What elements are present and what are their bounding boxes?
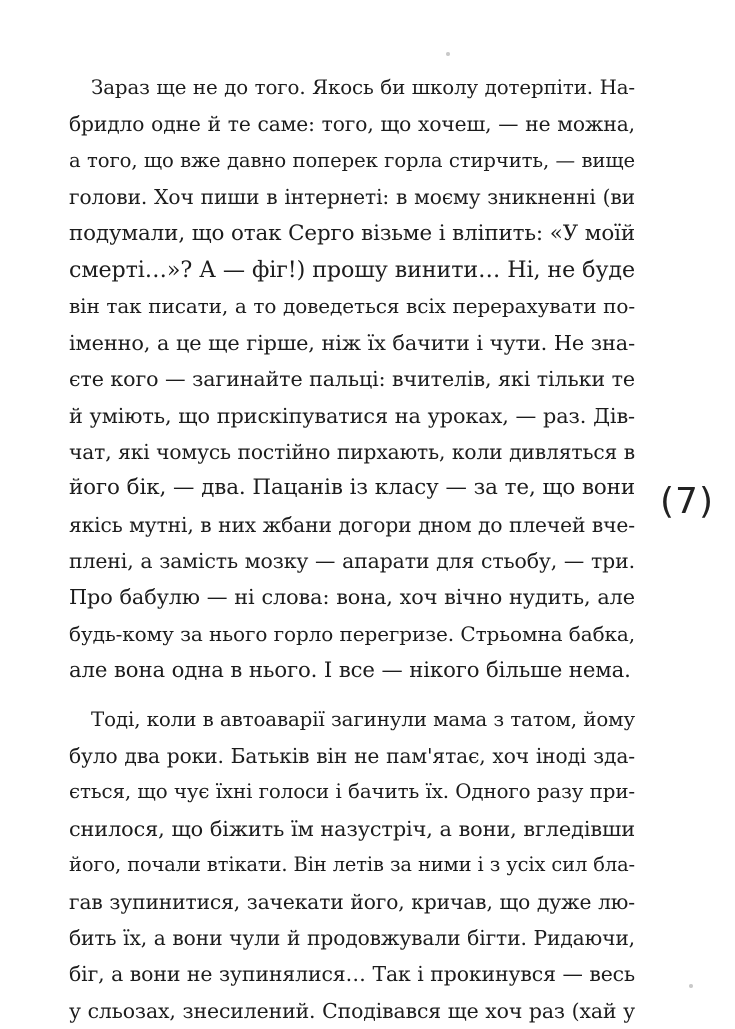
text-line: єте кого — загинайте пальці: вчителів, які тільки те <box>69 367 635 392</box>
text-line: Зараз ще не до того. Якось би школу дотерпіти. На- <box>91 76 635 99</box>
page-number: (7) <box>660 481 714 522</box>
text-line: ється, що чує їхні голоси і бачить їх. Одного разу при- <box>69 780 635 804</box>
text-line: й уміють, що прискіпуватися на уроках, — раз. Дів- <box>69 403 635 428</box>
paragraph-2 <box>69 702 635 1029</box>
text-line: іменно, а це ще гірше, ніж їх бачити і чути. Не зна- <box>69 330 635 355</box>
text-line: чат, які чомусь постійно пирхають, коли дивляться в <box>69 439 635 464</box>
text-line: гав зупинитися, зачекати його, кричав, що дуже лю- <box>69 889 635 914</box>
paragraph-gap <box>69 689 635 702</box>
text-line: його, почали втікати. Він летів за ними і з усіх сил бла- <box>69 853 635 877</box>
paragraph-1 <box>69 70 635 689</box>
text-line: бридло одне й те саме: того, що хочеш, — не можна, <box>69 112 635 137</box>
speck <box>446 52 450 56</box>
text-line: Тоді, коли в автоаварії загинули мама з татом, йому <box>91 707 635 731</box>
text-line: якісь мутні, в них жбани догори дном до плечей вче- <box>69 512 635 537</box>
text-line: подумали, що отак Серго візьме і вліпить: «У моїй <box>69 220 635 246</box>
text-line: плені, а замість мозку — апарати для стьобу, — три. <box>69 549 635 574</box>
text-line: Про бабулю — ні слова: вона, хоч вічно нудить, але <box>69 585 635 610</box>
body-text <box>69 70 635 1029</box>
text-line: голови. Хоч пиши в інтернеті: в моєму зникненні (ви <box>69 185 635 210</box>
text-line: його бік, — два. Пацанів із класу — за те, що вони <box>69 475 635 501</box>
speck <box>689 984 693 988</box>
text-line: будь-кому за нього горло перегризе. Стрьомна бабка, <box>69 621 635 646</box>
text-line: у сльозах, знесилений. Сподівався ще хоч раз (хай у <box>69 998 635 1023</box>
text-line: снилося, що біжить їм назустріч, а вони, вгледівши <box>69 816 635 841</box>
text-line: бить їх, а вони чули й продовжували бігти. Ридаючи, <box>69 925 635 950</box>
text-line: він так писати, а то доведеться всіх перерахувати по- <box>69 294 635 319</box>
text-line: було два роки. Батьків він не пам'ятає, хоч іноді зда- <box>69 744 635 769</box>
text-line: а того, що вже давно поперек горла стирчить, — вище <box>69 148 635 172</box>
text-line: біг, а вони не зупинялися… Так і прокинувся — весь <box>69 962 635 987</box>
text-line: але вона одна в нього. І все — нікого більше нема. <box>69 657 631 683</box>
text-line: смерті…»? А — фіг!) прошу винити… Ні, не буде <box>69 256 635 283</box>
